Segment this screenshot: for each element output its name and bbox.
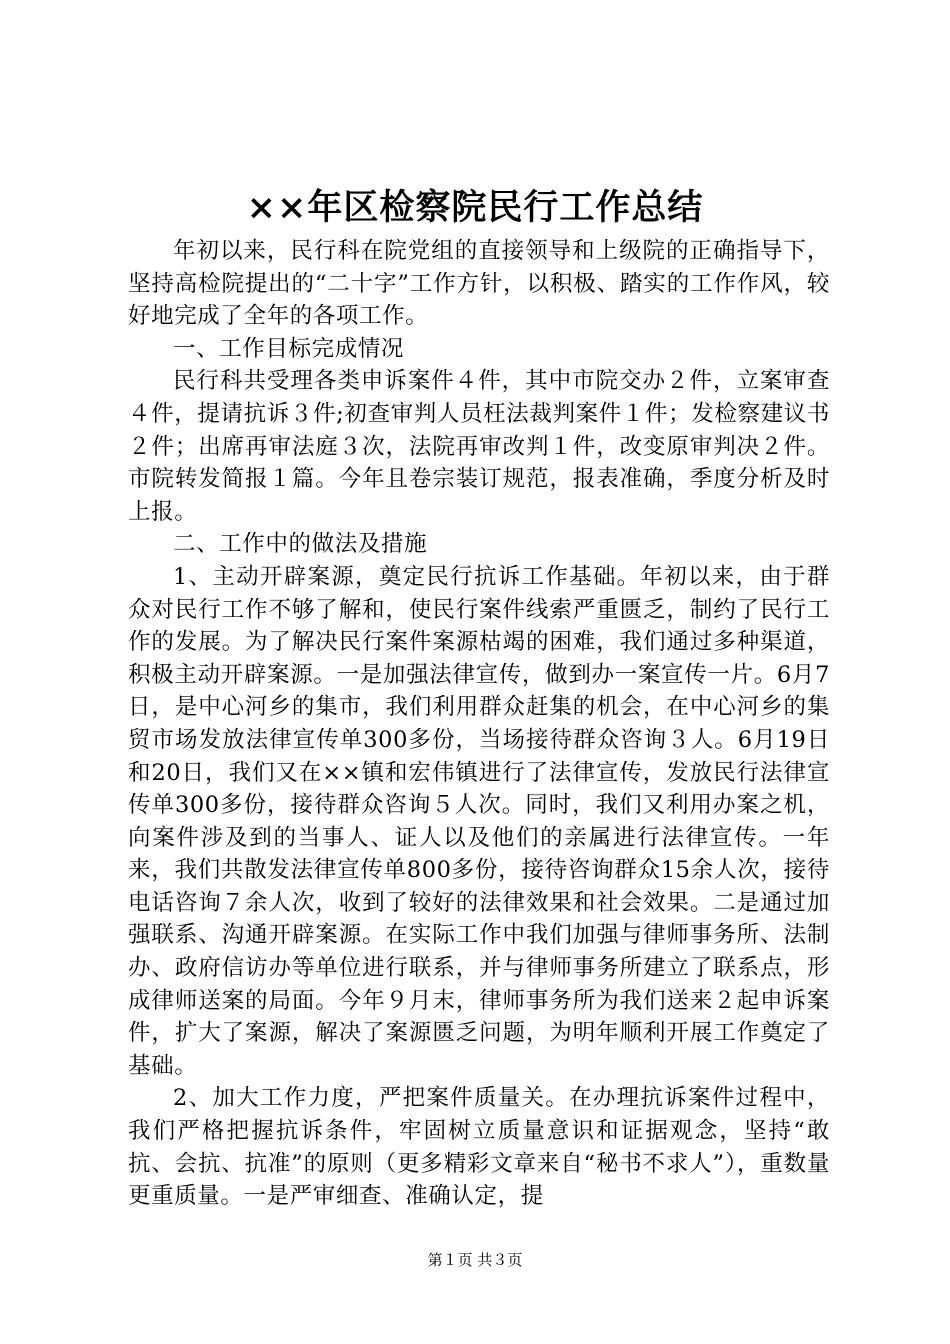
- page-footer: 第１页 共３页: [427, 1251, 523, 1269]
- paragraph-intro: 年初以来，民行科在院党组的直接领导和上级院的正确指导下，坚持高检院提出的“二十字”工作方针，以积极、踏实的工作作风，较好地完成了全年的各项工作。: [128, 238, 830, 330]
- section-heading-1: 一、工作目标完成情况: [173, 335, 405, 362]
- document-title: ××年区检察院民行工作总结: [246, 187, 704, 228]
- document-body: [128, 235, 830, 1213]
- paragraph-measure-1: 1、主动开辟案源，奠定民行抗诉工作基础。年初以来，由于群众对民行工作不够了解和，使民行案件线索严重匮乏，制约了民行工作的发展。为了解决民行案件案源枯竭的困难，我们通过多种渠道，积极主动开辟案源。一是加强法律宣传，做到办一案宣传一片。6月7日，是中心河乡的集市，我们利用群众赶集的机会，在中心河乡的集贸市场发放法律宣传单300多份，当场接待群众咨询３人。6月19日和20日，我们又在××镇和宏伟镇进行了法律宣传，发放民行法律宣传单300多份，接待群众咨询５人次。同时，我们又利用办案之机，向案件涉及到的当事人、证人以及他们的亲属进行法律宣传。一年来，我们共散发法律宣传单800多份，接待咨询群众15余人次，接待电话咨询７余人次，收到了较好的法律效果和社会效果。二是通过加强联系、沟通开辟案源。在实际工作中我们加强与律师事务所、法制办、政府信访办等单位进行联系，并与律师事务所建立了联系点，形成律师送案的局面。今年９月末，律师事务所为我们送来２起申诉案件，扩大了案源，解决了案源匮乏问题，为明年顺利开展工作奠定了基础。: [128, 563, 830, 1079]
- paragraph-goals: 民行科共受理各类申诉案件４件，其中市院交办２件，立案审查４件，提请抗诉３件;初查审判人员枉法裁判案件１件；发检察建议书２件；出席再审法庭３次，法院再审改判１件，改变原审判决２件。市院转发简报１篇。今年且卷宗装订规范，报表准确，季度分析及时上报。: [128, 368, 830, 525]
- section-heading-2: 二、工作中的做法及措施: [173, 531, 428, 558]
- paragraph-measure-2: 2、加大工作力度，严把案件质量关。在办理抗诉案件过程中，我们严格把握抗诉条件，牢固树立质量意识和证据观念，坚持“敢抗、会抗、抗准”的原则（更多精彩文章来自“秘书不求人”），重数量更重质量。一是严审细查、准确认定，提: [128, 1085, 830, 1210]
